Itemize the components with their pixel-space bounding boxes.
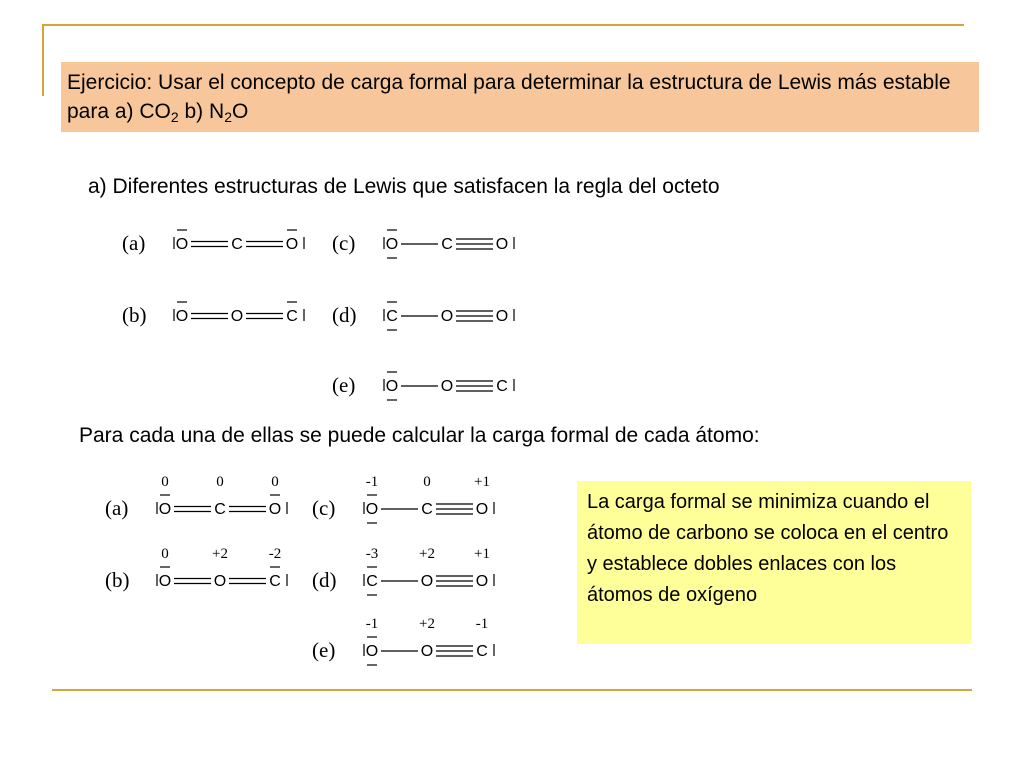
lewis-structure-svg: [330, 367, 530, 403]
formal-charge: -1: [475, 616, 489, 632]
atom-o: O: [385, 236, 399, 253]
co2-subscript: 2: [170, 109, 179, 125]
atom-c: C: [231, 236, 243, 253]
structure-label: (e): [312, 638, 336, 662]
structure-label: (d): [312, 568, 337, 592]
conclusion-note: La carga formal se minimiza cuando el átomo de carbono se coloca en el centro y establece dobles enlaces con los átomos de oxígeno: [577, 481, 971, 644]
atom-o: O: [365, 501, 379, 518]
formal-charge: -3: [365, 546, 379, 562]
formal-charge: -2: [268, 546, 282, 562]
atom-o: O: [475, 501, 489, 518]
atom-o: O: [268, 501, 282, 518]
atom-o: O: [230, 308, 244, 325]
atom-o: O: [175, 308, 189, 325]
atom-o: O: [175, 236, 189, 253]
formal-charge: +2: [419, 616, 435, 632]
decoration-line-bottom: [52, 689, 972, 691]
lewis-structure-svg: [310, 546, 510, 598]
atom-c: C: [496, 378, 508, 395]
structure-label: (c): [332, 231, 356, 255]
atom-c: C: [386, 308, 398, 325]
intro-text: Para cada una de ellas se puede calcular la carga formal de cada átomo:: [79, 424, 760, 447]
structure-b-top: [120, 297, 320, 333]
structure-label: (a): [122, 231, 146, 255]
structure-a-top: [120, 225, 320, 261]
atom-o: O: [420, 573, 434, 590]
atom-o: O: [365, 643, 379, 660]
structure-label: (a): [105, 496, 129, 520]
title-text-end: O: [231, 100, 249, 123]
atom-o: O: [158, 501, 172, 518]
structure-label: (e): [332, 373, 356, 397]
atom-o: O: [495, 236, 509, 253]
structure-d-charged: [310, 546, 510, 598]
atom-o: O: [385, 378, 399, 395]
subtitle: a) Diferentes estructuras de Lewis que satisfacen la regla del octeto: [88, 175, 720, 198]
lewis-structure-svg: [120, 297, 320, 333]
exercise-title-box: [61, 62, 979, 132]
lewis-structure-svg: [310, 616, 510, 668]
title-text: Ejercicio: Usar el concepto de carga formal para determinar la estructura de Lewis más estable para a) CO: [67, 71, 951, 123]
atom-c: C: [366, 573, 378, 590]
structure-c-charged: [310, 474, 510, 526]
decoration-line-top: [42, 24, 964, 26]
structure-d-top: [330, 297, 530, 333]
lewis-structure-svg: [120, 225, 320, 261]
atom-o: O: [475, 573, 489, 590]
formal-charge: +1: [474, 474, 490, 490]
structure-label: (d): [332, 303, 357, 327]
structure-b-charged: [103, 546, 303, 598]
atom-o: O: [440, 308, 454, 325]
atom-o: O: [158, 573, 172, 590]
atom-c: C: [421, 501, 433, 518]
lewis-structure-svg: [103, 474, 303, 526]
formal-charge: 0: [423, 474, 431, 490]
title-text-b: b) N: [178, 100, 225, 123]
formal-charge: 0: [271, 474, 279, 490]
formal-charge: 0: [216, 474, 224, 490]
formal-charge: 0: [161, 546, 169, 562]
structure-label: (b): [122, 303, 147, 327]
lewis-structure-svg: [330, 225, 530, 261]
atom-o: O: [420, 643, 434, 660]
structure-c-top: [330, 225, 530, 261]
atom-o: O: [285, 236, 299, 253]
atom-o: O: [440, 378, 454, 395]
formal-charge: -1: [365, 616, 379, 632]
atom-c: C: [286, 308, 298, 325]
structure-a-charged: [103, 474, 303, 526]
n2o-subscript: 2: [224, 109, 232, 125]
structure-e-charged: [310, 616, 510, 668]
structure-label: (b): [105, 568, 130, 592]
atom-c: C: [476, 643, 488, 660]
atom-c: C: [269, 573, 281, 590]
formal-charge: +2: [419, 546, 435, 562]
lewis-structure-svg: [310, 474, 510, 526]
formal-charge: 0: [161, 474, 169, 490]
formal-charge: +2: [212, 546, 228, 562]
lewis-structure-svg: [103, 546, 303, 598]
atom-o: O: [213, 573, 227, 590]
atom-c: C: [214, 501, 226, 518]
formal-charge: +1: [474, 546, 490, 562]
structure-e-top: [330, 367, 530, 403]
atom-o: O: [495, 308, 509, 325]
lewis-structure-svg: [330, 297, 530, 333]
formal-charge: -1: [365, 474, 379, 490]
structure-label: (c): [312, 496, 336, 520]
atom-c: C: [441, 236, 453, 253]
decoration-line-left: [42, 24, 44, 96]
